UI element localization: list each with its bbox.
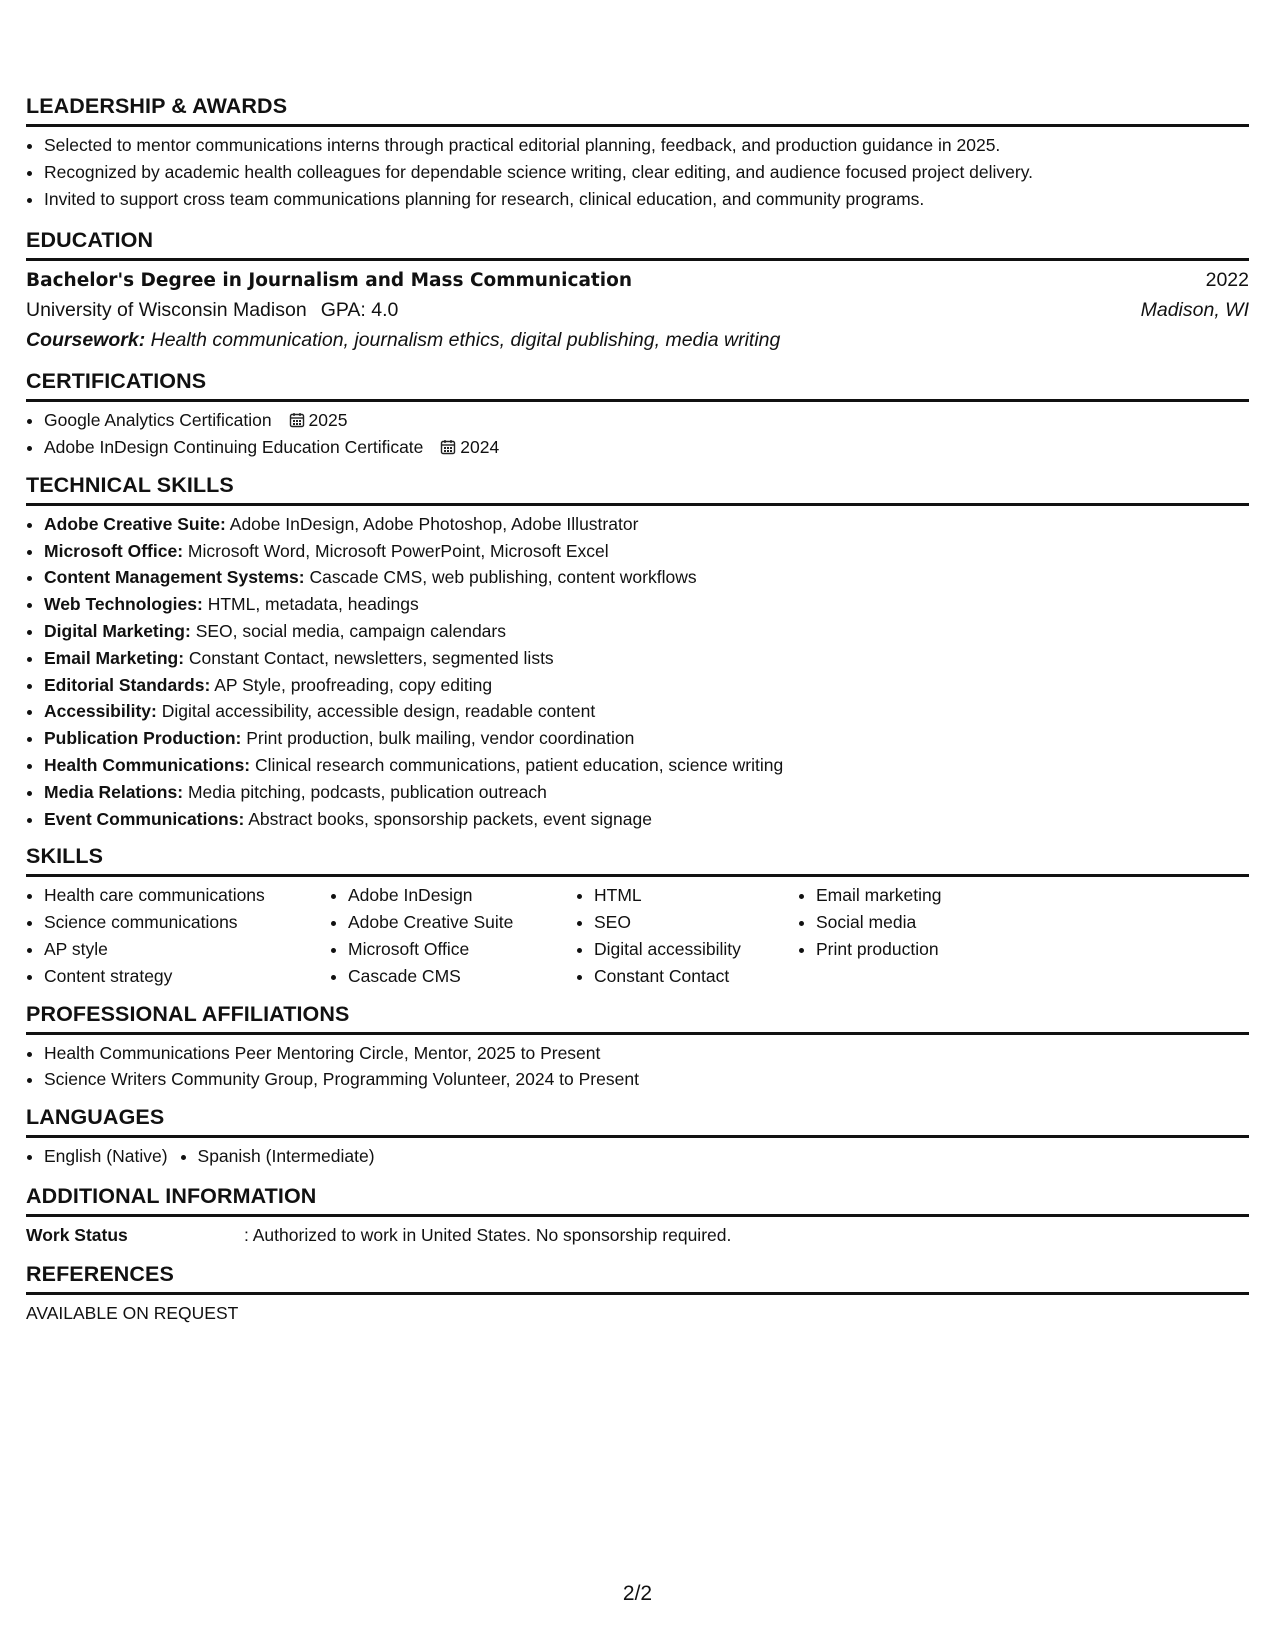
technical-skill-item <box>44 591 1249 618</box>
degree-name: Bachelor's Degree in Journalism and Mass Communication <box>26 270 633 292</box>
skills-section <box>26 844 1249 989</box>
list-item: • Selected to mentor communications interns through practical editorial planning, feedback, and production guidance in 2025. <box>44 132 1249 159</box>
skill-category: Email Marketing: <box>44 647 185 668</box>
skill-category: Event Communications: <box>44 808 245 829</box>
certification-year: 2025 <box>308 410 348 431</box>
references-section <box>26 1262 1249 1326</box>
technical-skill-item <box>44 618 1249 645</box>
skill-values: Adobe InDesign, Adobe Photoshop, Adobe Illustrator <box>229 513 639 534</box>
coursework-label: Coursework: <box>26 328 146 351</box>
skill-category: Media Relations: <box>44 781 184 802</box>
certification-item <box>44 407 1249 434</box>
technical-skill-item <box>44 698 1249 725</box>
skill-values: AP Style, proofreading, copy editing <box>214 674 493 695</box>
skill-item: • Print production <box>816 936 996 963</box>
skill-values: Constant Contact, newsletters, segmented lists <box>188 647 554 668</box>
work-status-row <box>26 1222 1249 1248</box>
technical-skill-item <box>44 672 1249 699</box>
language-item: • English (Native) <box>44 1143 168 1170</box>
section-title-affiliations: PROFESSIONAL AFFILIATIONS <box>26 1002 1249 1035</box>
skills-column <box>576 882 780 989</box>
technical-skills-section <box>26 473 1249 833</box>
education-degree-row <box>26 266 1249 296</box>
section-title-certifications: CERTIFICATIONS <box>26 369 1249 402</box>
calendar-icon <box>289 412 305 428</box>
skill-category: Digital Marketing: <box>44 620 191 641</box>
section-title-languages: LANGUAGES <box>26 1105 1249 1138</box>
skill-item: • Constant Contact <box>594 963 780 990</box>
list-item: • Invited to support cross team communications planning for research, clinical education, and community programs. <box>44 186 1249 213</box>
skill-category: Microsoft Office: <box>44 540 184 561</box>
skill-item: • Content strategy <box>44 963 312 990</box>
certifications-section <box>26 369 1249 461</box>
skill-item: • AP style <box>44 936 312 963</box>
work-status-value: : Authorized to work in United States. No sponsorship required. <box>244 1224 732 1245</box>
skill-item: • Science communications <box>44 909 312 936</box>
skill-category: Accessibility: <box>44 701 157 722</box>
skill-values: SEO, social media, campaign calendars <box>195 620 506 641</box>
skill-item: • Adobe Creative Suite <box>348 909 558 936</box>
skill-values: Media pitching, podcasts, publication outreach <box>187 781 547 802</box>
skill-category: Health Communications: <box>44 754 251 775</box>
calendar-icon <box>440 439 456 455</box>
languages-section <box>26 1105 1249 1170</box>
technical-skill-item <box>44 806 1249 833</box>
section-title-education: EDUCATION <box>26 228 1249 261</box>
languages-row <box>26 1143 1249 1170</box>
coursework-list: Health communication, journalism ethics, digital publishing, media writing <box>150 328 781 351</box>
technical-skill-item <box>44 538 1249 565</box>
skill-category: Content Management Systems: <box>44 567 305 588</box>
school-info <box>26 296 398 326</box>
skill-item: • Adobe InDesign <box>348 882 558 909</box>
technical-skill-item <box>44 779 1249 806</box>
skill-item: • Health care communications <box>44 882 312 909</box>
leadership-section <box>26 94 1249 212</box>
school-name: University of Wisconsin Madison <box>26 298 307 321</box>
section-title-additional-info: ADDITIONAL INFORMATION <box>26 1184 1249 1217</box>
skill-item: • Microsoft Office <box>348 936 558 963</box>
references-text: AVAILABLE ON REQUEST <box>26 1302 239 1323</box>
skill-category: Editorial Standards: <box>44 674 211 695</box>
skill-category: Publication Production: <box>44 728 242 749</box>
work-status-label: Work Status <box>26 1224 128 1245</box>
skill-item: • Digital accessibility <box>594 936 780 963</box>
skills-column <box>798 882 996 989</box>
certification-name: Adobe InDesign Continuing Education Certificate <box>44 436 424 457</box>
list-item: • Recognized by academic health colleagues for dependable science writing, clear editing, and audience focused project delivery. <box>44 159 1249 186</box>
section-title-references: REFERENCES <box>26 1262 1249 1295</box>
skills-column <box>330 882 558 989</box>
gpa: GPA: 4.0 <box>320 298 399 321</box>
certifications-list <box>26 407 1249 461</box>
affiliations-list <box>26 1040 1249 1094</box>
technical-skill-item <box>44 645 1249 672</box>
skill-values: Microsoft Word, Microsoft PowerPoint, Microsoft Excel <box>187 540 609 561</box>
skill-values: Abstract books, sponsorship packets, event signage <box>248 808 652 829</box>
technical-skill-item <box>44 564 1249 591</box>
page-number: 2/2 <box>622 1582 653 1605</box>
additional-info-section <box>26 1184 1249 1248</box>
skill-item: • HTML <box>594 882 780 909</box>
skill-item: • Cascade CMS <box>348 963 558 990</box>
resume-page-2 <box>26 94 1249 1326</box>
skill-values: HTML, metadata, headings <box>207 594 419 615</box>
technical-skill-item <box>44 752 1249 779</box>
section-title-skills: SKILLS <box>26 844 1249 877</box>
list-item: • Science Writers Community Group, Programming Volunteer, 2024 to Present <box>44 1066 1249 1093</box>
education-section <box>26 228 1249 355</box>
skill-category: Web Technologies: <box>44 594 203 615</box>
skills-grid <box>26 882 1249 989</box>
graduation-year: 2022 <box>1205 269 1249 292</box>
language-column <box>180 1143 375 1170</box>
section-title-technical-skills: TECHNICAL SKILLS <box>26 473 1249 506</box>
skills-column <box>26 882 312 989</box>
language-item: • Spanish (Intermediate) <box>198 1143 375 1170</box>
coursework <box>26 326 1249 356</box>
affiliations-section <box>26 1002 1249 1094</box>
section-title-leadership: LEADERSHIP & AWARDS <box>26 94 1249 127</box>
skill-item: • Email marketing <box>816 882 996 909</box>
certification-year: 2024 <box>460 436 500 457</box>
skill-item: • Social media <box>816 909 996 936</box>
certification-name: Google Analytics Certification <box>44 410 272 431</box>
skill-item: • SEO <box>594 909 780 936</box>
school-location: Madison, WI <box>1140 298 1249 321</box>
technical-skill-item <box>44 725 1249 752</box>
language-column <box>26 1143 168 1170</box>
technical-skill-item <box>44 511 1249 538</box>
skill-values: Cascade CMS, web publishing, content workflows <box>309 567 697 588</box>
skill-values: Digital accessibility, accessible design, readable content <box>161 701 596 722</box>
education-school-row <box>26 296 1249 326</box>
skill-category: Adobe Creative Suite: <box>44 513 226 534</box>
technical-skills-list <box>26 511 1249 833</box>
list-item: • Health Communications Peer Mentoring Circle, Mentor, 2025 to Present <box>44 1040 1249 1067</box>
leadership-list <box>26 132 1249 212</box>
certification-item <box>44 434 1249 461</box>
skill-values: Clinical research communications, patient education, science writing <box>255 754 784 775</box>
skill-values: Print production, bulk mailing, vendor coordination <box>246 728 635 749</box>
